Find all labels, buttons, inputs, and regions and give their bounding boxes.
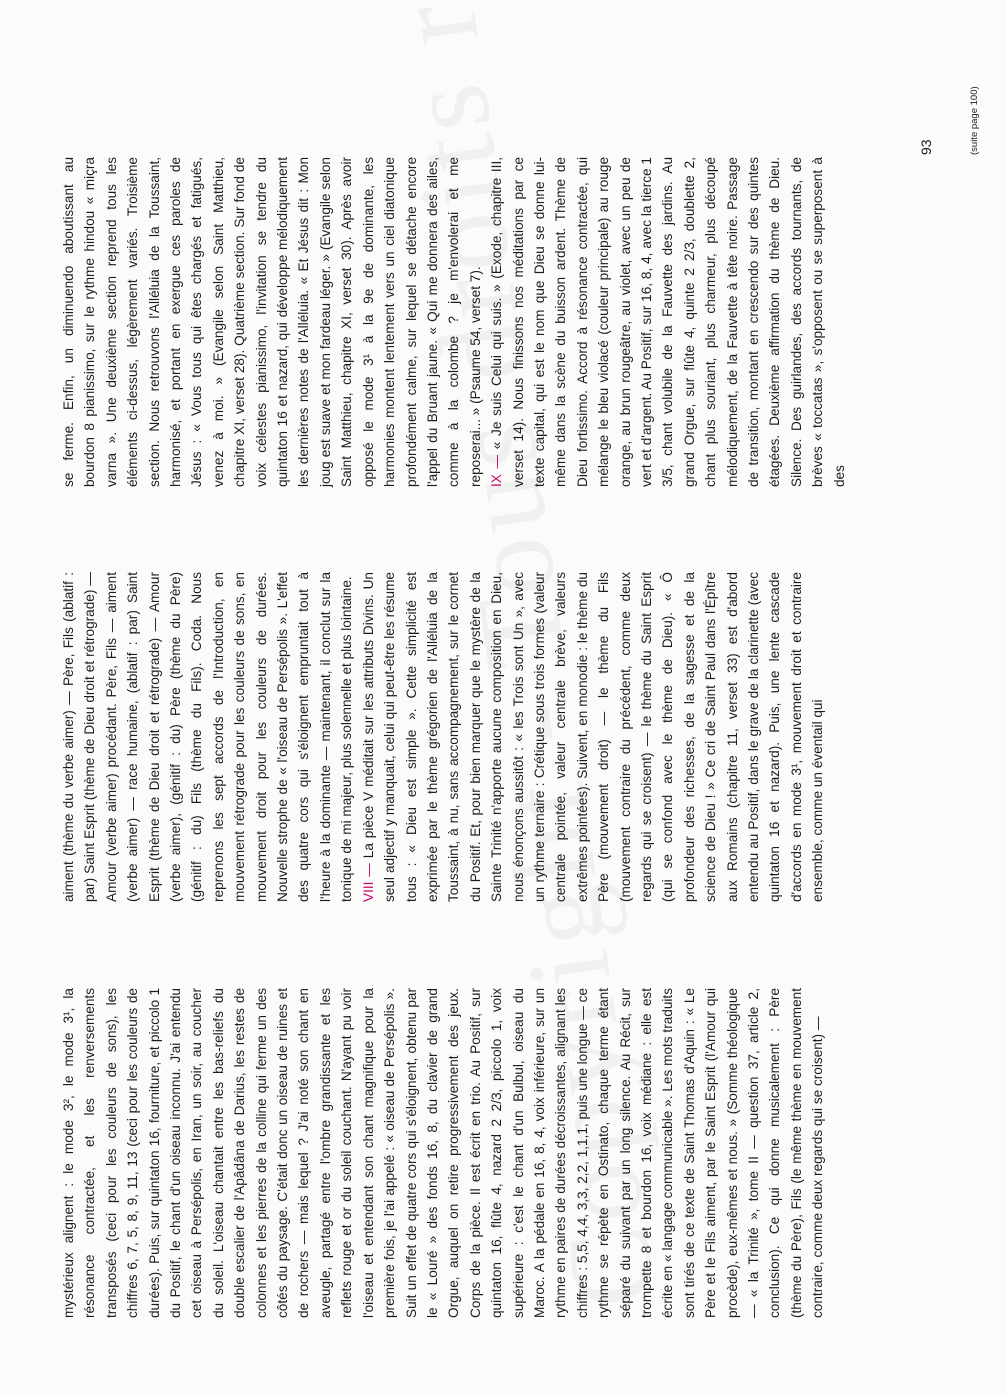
column-3-paragraph-b bbox=[486, 157, 850, 487]
section-marker-viii: VIII — bbox=[360, 863, 376, 902]
section-marker-ix: IX — bbox=[489, 454, 505, 487]
column-3-paragraph-a: se ferme. Enfin, un diminuendo aboutissant au bourdon 8 pianissimo, sur le rythme hindou « miçra varna ». Une deuxième section reprend tous les éléments ci-dessus, légèrement variés. Troisième section. Nous retrouvons l'Alléluia de la Toussaint, harmonisé, et portant en exergue ces paroles de Jésus : « Vous tous qui êtes chargés et fatigués, venez à moi. » (Evangile selon Saint Matthieu, chapitre XI, verset 28). Quatrième section. Sur fond de voix célestes pianissimo, l'invitation se tendre du quintaton 16 et nazard, qui développe mélodiquement les dernières notes de l'Alléluia. « Et Jésus dit : Mon joug est suave et mon fardeau léger. » (Evangile selon Saint Matthieu, chapitre XI, verset 30). Après avoir opposé le mode 3¹ à la 9e de dominante, les harmonies montent lentement vers un ciel diatonique profondément calme, sur lequel se détache encore l'appel du Bruant jaune. « Qui me donnera des ailes, comme à la colombe ? je m'envolerai et me reposerai... » (Psaume 54, verset 7). bbox=[61, 157, 483, 487]
text-column-1 bbox=[58, 988, 829, 1318]
continuation-note: (suite page 100) bbox=[969, 86, 980, 155]
text-column-2 bbox=[58, 572, 829, 902]
page-number: 93 bbox=[918, 139, 934, 155]
text-column-3 bbox=[58, 157, 850, 487]
column-2-paragraph-b bbox=[358, 572, 829, 902]
column-3-paragraph-b-text: « Je suis Celui qui suis. » (Exode, chapitre III, verset 14). Nous finissons nos méditations par ce texte capital, qui est le nom que Dieu se donne lui-même dans la scène du buisson ardent. Thème de Dieu fortissimo. Accord à résonance contractée, qui mélange le bleu violacé (couleur principale) au rouge orange, au brun rougeâtre, au violet, avec un peu de vert et d'argent. Au Positif, sur 16, 8, 4, avec la tierce 1 3/5, chant volubile de la Fauvette des jardins. Au grand Orgue, sur flûte 4, quinte 2 2/3, doublette 2, chant plus souriant, plus charmeur, plus découpé mélodiquement, de la Fauvette à tête noire. Passage de transition, montant en crescendo sur des quintes étagées. Deuxième affirmation du thème de Dieu. Silence. Des guirlandes, des accords tournants, de brèves « toccatas », s'opposent ou se superposent à des bbox=[489, 157, 847, 487]
column-1-paragraph: mystérieux alignent : le mode 3², le mode 3¹, la résonance contractée, et les renversements transposés (ceci pour les couleurs de sons), les chiffres 6, 7, 5, 8, 9, 11, 13 (ceci pour les couleurs de durées). Puis, sur quintaton 16, fourniture, et piccolo 1 du Positif, le chant d'un oiseau inconnu. J'ai entendu cet oiseau à Persépolis, en Iran, un soir, au coucher du soleil. L'oiseau chantait entre les bas-reliefs du double escalier de l'Apâdâna de Darius, les restes de colonnes et les pierres de la colline qui ferme un des côtés du paysage. C'était donc un oiseau de ruines et de rochers — mais lequel ? J'ai noté son chant en aveugle, partagé entre l'ombre grandissante et les reflets rouge et or du soleil couchant. N'ayant pu voir l'oiseau et entendant son chant magnifique pour la première fois, je l'ai appelé : « oiseau de Persépolis ». Suit un effet de quatre cors qui s'éloignent, obtenu par le « Louré » des fonds 16, 8, du clavier de grand Orgue, auquel on retire progressivement des jeux. Corps de la pièce. Il est écrit en trio. Au Positif, sur quintaton 16, flûte 4, nazard 2 2/3, piccolo 1, voix supérieure : c'est le chant d'un Bulbul, oiseau du Maroc. A la pédale en 16, 8, 4, voix inférieure, sur un rythme en paires de durées décroissantes, alignant les chiffres : 5,5, 4,4, 3,3, 2,2, 1,1,1, puis une longue — ce rythme se répète en Ostinato, chaque terme étant séparé du suivant par un long silence. Au Récit, sur trompette 8 et bourdon 16, voix médiane : elle est écrite en « langage communicable ». Les mots traduits sont tirés de ce texte de Saint Thomas d'Aquin : « Le Père et le Fils aiment, par le Saint Esprit (l'Amour qui procède), eux-mêmes et nous. » (Somme théologique — « la Trinité », tome II — question 37, article 2, conclusion). Ce qui donne musicalement : Père (thème du Père), Fils (le même thème en mouvement contraire, comme deux regards qui se croisent) — bbox=[61, 988, 826, 1318]
column-2-paragraph-a: aiment (thème du verbe aimer) — Père, Fils (ablatif : par) Saint Esprit (thème de Dieu droit et rétrograde) — Amour (verbe aimer) procédant. Père, Fils — aiment (verbe aimer) — race humaine, (ablatif : par) Saint Esprit (thème de Dieu droit et rétrograde) — Amour (verbe aimer), (génitif : du) Père (thème du Père) (génitif : du) Fils (thème du Fils). Coda. Nous reprenons les sept accords de l'Introduction, en mouvement rétrograde pour les couleurs de sons, en mouvement droit pour les couleurs de durées. Nouvelle strophe de « l'oiseau de Persépolis ». L'effet des quatre cors qui s'éloignent empruntait tout à l'heure à la dominante — maintenant, il conclut sur la tonique de mi majeur, plus solennelle et plus lointaine. bbox=[61, 572, 355, 902]
column-2-paragraph-b-text: La pièce V méditait sur les attributs Divins. Un seul adjectif y manquait, celui qui peut-être les résume tous : « Dieu est simple ». Cette simplicité est exprimée par le thème grégorien de l'Alléluia de la Toussaint, à nu, sans accompagnement, sur le cornet du Positif. Et, pour bien marquer que le mystère de la Sainte Trinité n'apporte aucune composition en Dieu, nous énonçons aussitôt : « les Trois sont Un », avec un rythme ternaire : Crétique sous trois formes (valeur centrale pointée, valeur centrale brève, valeurs extrêmes pointées). Suivent, en monodie : le thème du Père (mouvement droit) — le thème du Fils (mouvement contraire du précédent, comme deux regards qui se croisent) — le thème du Saint Esprit (qui se confond avec le thème de Dieu). « Ô profondeur des richesses, de la sagesse et de la science de Dieu ! » Ce cri de Saint Paul dans l'Épître aux Romains (chapitre 11, verset 33) est d'abord entendu au Positif, dans le grave de la clarinette (avec quintaton 16 et nazard). Puis, une lente cascade d'accords en mode 3¹, mouvement droit et contraire ensemble, comme un éventail qui bbox=[360, 572, 826, 902]
